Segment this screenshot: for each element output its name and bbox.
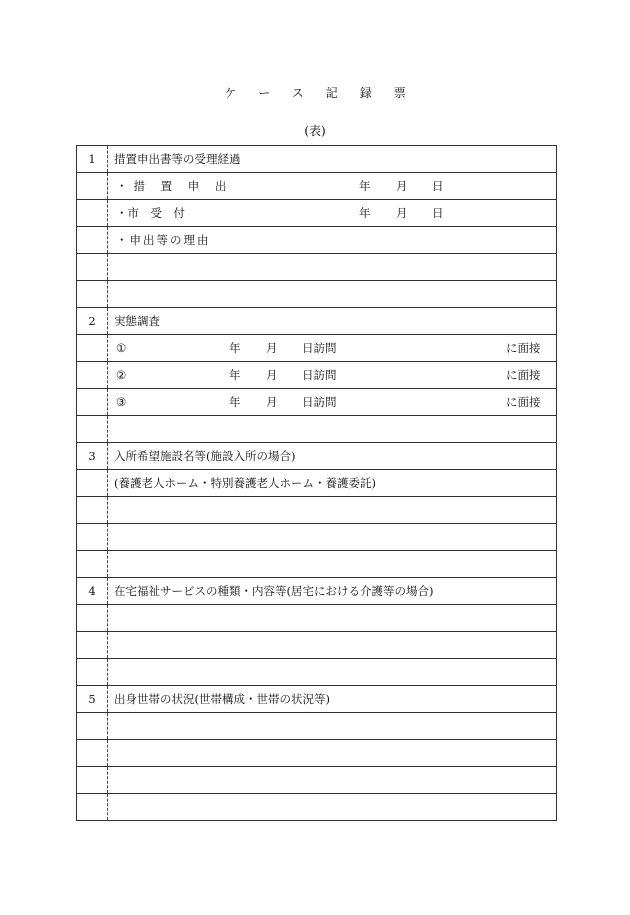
blank-row	[77, 713, 557, 740]
blank-cell[interactable]	[108, 524, 557, 551]
section-heading: 実態調査	[108, 308, 557, 335]
section-heading: 在宅福祉サービスの種類・内容等(居宅における介護等の場合)	[108, 578, 557, 605]
section-number: 5	[77, 686, 108, 713]
blank-cell[interactable]	[108, 551, 557, 578]
section-1-heading-row	[77, 146, 557, 173]
blank-row	[77, 632, 557, 659]
day-label: 日	[432, 179, 444, 193]
day-visit-label: 日訪問	[302, 341, 337, 355]
section-3-heading-row	[77, 443, 557, 470]
section-2-heading-row	[77, 308, 557, 335]
reason-label: ・申出等の理由	[116, 233, 211, 247]
visit-number: ①	[116, 341, 127, 355]
year-label: 年	[359, 179, 371, 193]
visit-cell[interactable]	[108, 362, 557, 389]
year-label: 年	[359, 206, 371, 220]
facility-type-cell[interactable]: (養護老人ホーム・特別養護老人ホーム・養護委託)	[108, 470, 557, 497]
blank-cell[interactable]	[108, 713, 557, 740]
blank-cell[interactable]	[108, 605, 557, 632]
section-heading: 措置申出書等の受理経過	[108, 146, 557, 173]
section-number: 1	[77, 146, 108, 173]
blank-row	[77, 767, 557, 794]
section-heading: 出身世帯の状況(世帯構成・世帯の状況等)	[108, 686, 557, 713]
blank-row	[77, 794, 557, 821]
blank-row	[77, 551, 557, 578]
visit-number: ③	[116, 395, 127, 409]
blank-cell[interactable]	[108, 416, 557, 443]
visit-cell[interactable]	[108, 335, 557, 362]
reason-cell[interactable]	[108, 227, 557, 254]
month-label: 月	[266, 368, 278, 382]
city-receipt-date-cell[interactable]	[108, 200, 557, 227]
month-label: 月	[396, 206, 408, 220]
month-label: 月	[396, 179, 408, 193]
visit-cell[interactable]	[108, 389, 557, 416]
interview-label: に面接	[506, 395, 541, 409]
year-label: 年	[229, 341, 241, 355]
reason-row	[77, 227, 557, 254]
blank-row	[77, 659, 557, 686]
day-visit-label: 日訪問	[302, 368, 337, 382]
interview-label: に面接	[506, 341, 541, 355]
blank-cell[interactable]	[108, 254, 557, 281]
page-title: ケース記録票	[224, 86, 428, 100]
facility-type-row	[77, 470, 557, 497]
blank-cell[interactable]	[108, 740, 557, 767]
visit-row	[77, 335, 557, 362]
city-receipt-label: ・市 受 付	[116, 206, 185, 220]
application-date-cell[interactable]	[108, 173, 557, 200]
visit-number: ②	[116, 368, 127, 382]
day-visit-label: 日訪問	[302, 395, 337, 409]
section-number: 4	[77, 578, 108, 605]
blank-row	[77, 497, 557, 524]
year-label: 年	[229, 368, 241, 382]
city-receipt-row	[77, 200, 557, 227]
blank-cell[interactable]	[108, 281, 557, 308]
section-number: 2	[77, 308, 108, 335]
blank-row	[77, 524, 557, 551]
section-5-heading-row	[77, 686, 557, 713]
month-label: 月	[266, 395, 278, 409]
blank-cell[interactable]	[108, 659, 557, 686]
blank-cell[interactable]	[108, 794, 557, 821]
blank-row	[77, 281, 557, 308]
page-subtitle: (表)	[304, 124, 326, 138]
visit-row	[77, 389, 557, 416]
application-row	[77, 173, 557, 200]
blank-cell[interactable]	[108, 767, 557, 794]
month-label: 月	[266, 341, 278, 355]
day-label: 日	[432, 206, 444, 220]
application-label: ・措 置 申 出	[116, 179, 233, 193]
section-heading: 入所希望施設名等(施設入所の場合)	[108, 443, 557, 470]
blank-cell[interactable]	[108, 632, 557, 659]
case-record-table	[76, 145, 557, 821]
blank-row	[77, 605, 557, 632]
blank-row	[77, 416, 557, 443]
blank-row	[77, 254, 557, 281]
section-number: 3	[77, 443, 108, 470]
interview-label: に面接	[506, 368, 541, 382]
section-4-heading-row	[77, 578, 557, 605]
blank-row	[77, 740, 557, 767]
visit-row	[77, 362, 557, 389]
blank-cell[interactable]	[108, 497, 557, 524]
year-label: 年	[229, 395, 241, 409]
